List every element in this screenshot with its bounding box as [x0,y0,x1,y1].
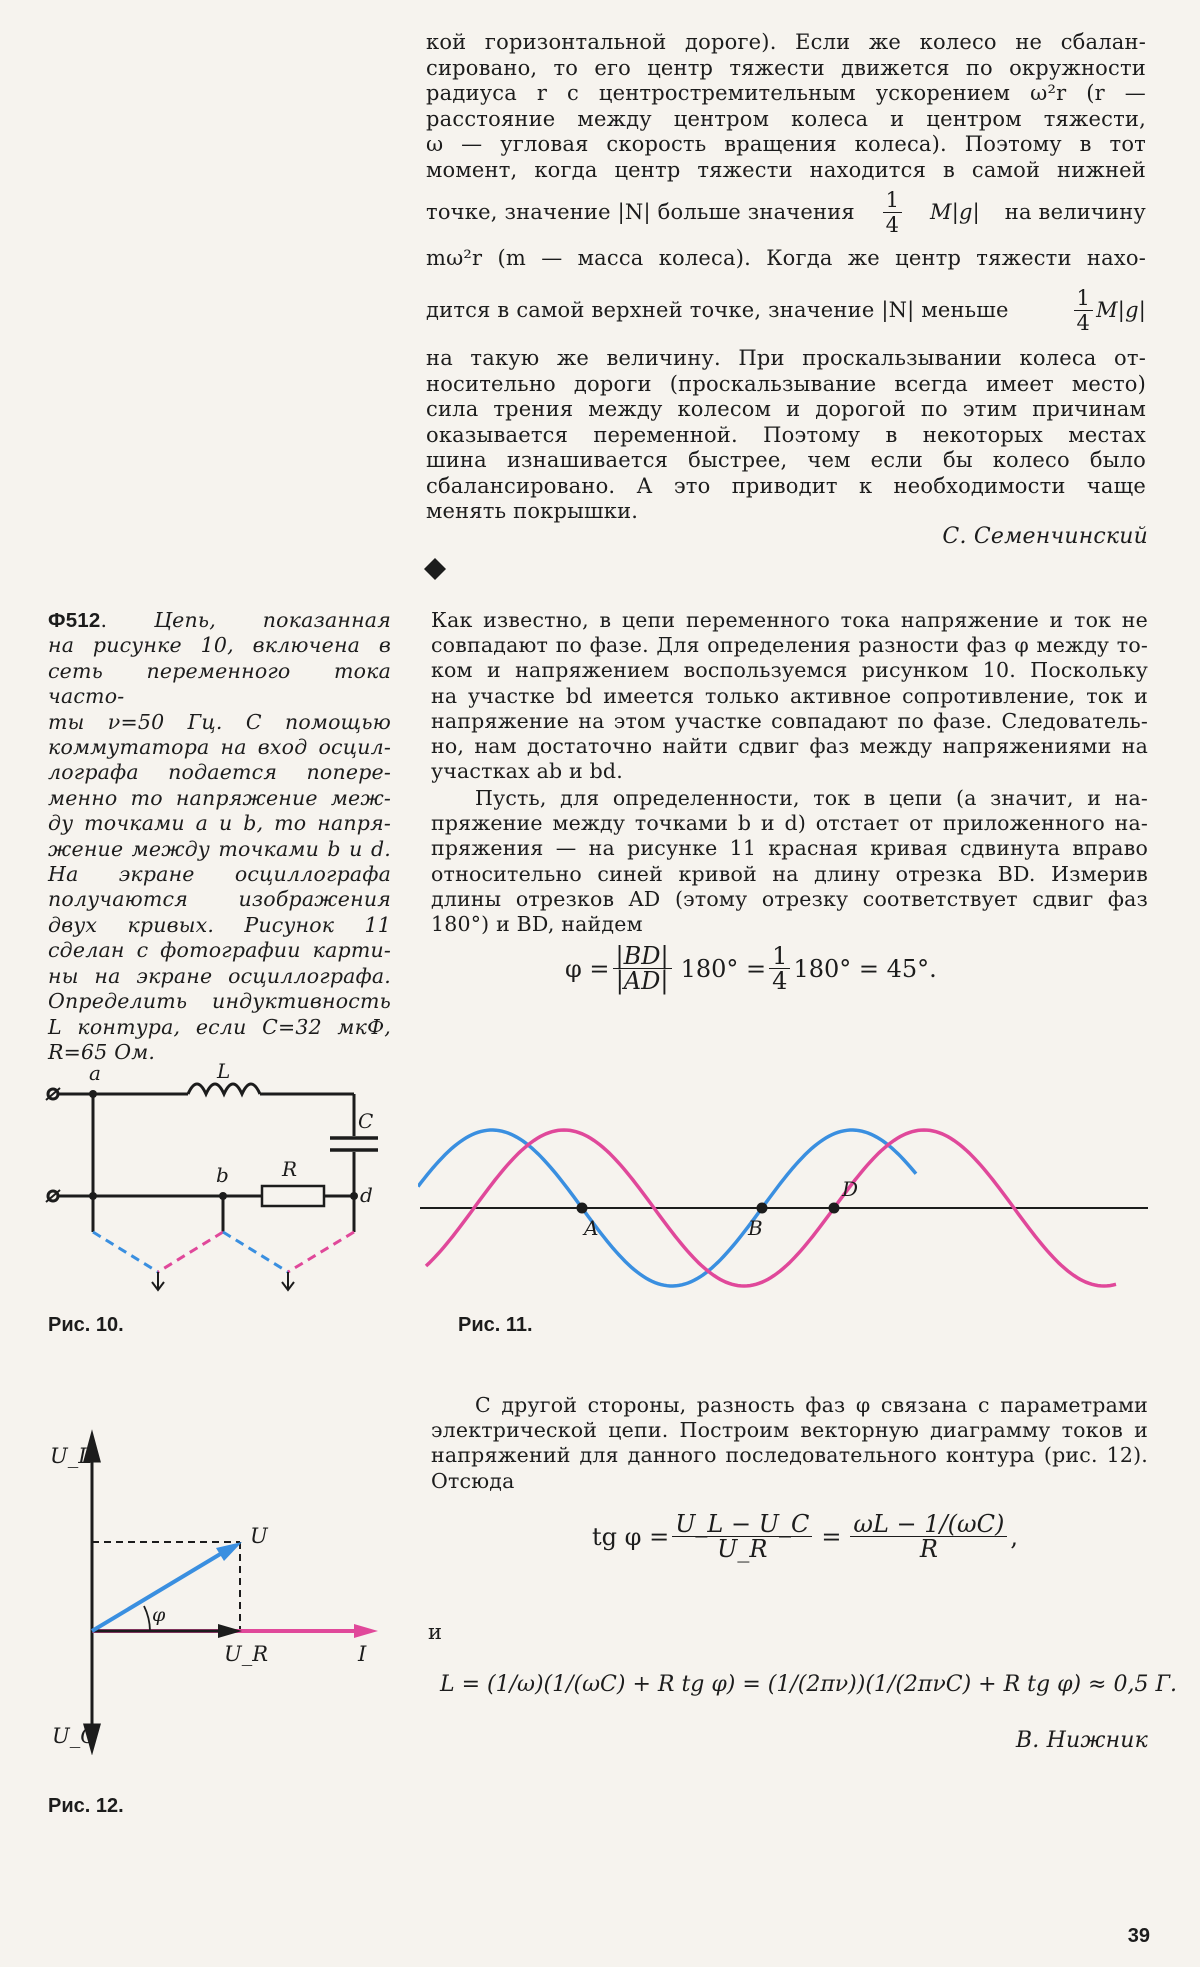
fraction [1074,286,1094,335]
figure-11-oscillogram [418,1090,1158,1320]
text-line [426,246,1146,272]
text-line: кой горизонтальной дороге). Если же колесо не сбалан- [426,30,1146,54]
text-line: длины отрезков AD (этому отрезку соответствует сдвиг фаз [431,886,1148,911]
label-U_L: U_L [50,1444,93,1468]
text-line: жение между точками b и d. [48,836,391,861]
top-paragraph-end [426,346,1146,525]
text-line: шина изнашивается быстрее, чем если бы колесо было [426,448,1146,472]
figure-10-caption: Рис. 10. [48,1314,124,1336]
label-b: b [216,1163,229,1187]
text-line: сила трения между колесом и дорогой по этим причинам [426,397,1146,421]
fraction-denominator: 4 [772,967,788,995]
node-dot [89,1192,97,1200]
text-line: сделан с фотографии карти- [48,938,391,963]
solution-paragraph-3 [431,1393,1148,1494]
text-fragment: точке, значение |N| больше значения [426,199,855,224]
text-line: коммутатора на вход осцил- [48,735,391,760]
probe-line-blue [93,1232,158,1272]
text-line: сировано, то его центр тяжести движется по окружности [426,55,1146,80]
solution-paragraph-2 [431,786,1148,937]
text-line: электрической цепи. Построим векторную диаграмму токов и [431,1418,1148,1443]
text-fragment: M|g| [930,199,980,224]
diamond-icon [424,558,446,580]
text-line: сбалансировано. А это приводит к необходимости чаще [426,473,1146,498]
text-line: L контура, если C=32 мкФ, [48,1014,391,1039]
text-line: пряжения — на рисунке 11 красная кривая сдвинута вправо [431,836,1148,861]
fraction-denominator: |AD| [615,967,669,995]
figure-11-caption: Рис. 11. [458,1314,533,1336]
text-fragment: M|g| [1096,297,1146,322]
text-line: относительно синей кривой на длину отрезка BD. Измерив [431,861,1148,886]
fraction-denominator: U_R [717,1535,768,1563]
arrow-icon [216,1542,242,1561]
text-line: получаются изображения [48,887,391,912]
formula-part: 180° = 45°. [793,954,937,983]
figure-12-caption: Рис. 12. [48,1795,124,1817]
point-B [757,1203,768,1214]
text-line: на такую же величину. При проскальзывании колеса от- [426,346,1146,370]
node-dot [219,1192,227,1200]
text-line: момент, когда центр тяжести находится в самой нижней [426,157,1146,182]
problem-first-line: Ф512. Цепь, показанная [48,608,391,632]
phi-formula [565,944,937,993]
fraction-denominator: R [919,1535,938,1563]
text-line: расстояние между центром колеса и центром тяжести, [426,106,1146,131]
formula-part: , [1010,1522,1018,1551]
text-line: Отсюда [431,1468,515,1493]
label-A: A [584,1216,599,1240]
arrow-right-icon [354,1624,378,1638]
text-line: пряжение между точками b и d) отстает от приложенного на- [431,811,1148,836]
fraction-numerator: 1 [883,188,903,213]
label-L: L [217,1059,231,1083]
text-line: сеть переменного тока часто- [48,658,391,709]
arrow-right-icon [218,1624,242,1638]
text-line: оказывается переменной. Поэтому в некоторых местах [426,422,1146,447]
fraction-numerator: ωL − 1/(ωC) [850,1512,1007,1537]
text-line: 180°) и BD, найдем [431,912,643,937]
text-line: менять покрышки. [426,499,639,523]
text-line: С другой стороны, разность фаз φ связана с параметрами [475,1393,1148,1417]
text-line: напряжение на этом участке совпадают по фазе. Следователь- [431,708,1148,733]
text-line: R=65 Ом. [48,1039,156,1064]
text-line: на рисунке 10, включена в [48,633,391,658]
text-line: На экране осциллографа [48,862,391,887]
label-U_R: U_R [224,1642,269,1666]
label-R: R [282,1157,298,1181]
author-signature: В. Нижник [1015,1728,1148,1753]
node-dot [350,1192,358,1200]
L-formula: L = (1/ω)(1/(ωC) + R tg φ) = (1/(2πν))(1/(2πνC) + R tg φ) ≈ 0,5 Г. [440,1672,1178,1697]
text-fragment: на величину [1004,199,1146,224]
formula-part: 180° = [680,954,767,983]
text-line-mw: mω²r (m — масса колеса). Когда же центр тяжести нахо- [426,246,1146,270]
label-D: D [842,1177,859,1201]
formula-part: = [821,1522,842,1551]
formula-part: φ = [565,954,610,983]
fraction-numerator: U_L − U_C [672,1512,812,1537]
label-U_C: U_C [52,1724,97,1748]
text-fragment: дится в самой верхней точке, значение |N| меньше [426,297,1009,322]
text-line: но, нам достаточно найти сдвиг фаз между напряжениями на [431,734,1148,759]
text-line: носительно дороги (проскальзывание всегда имеет место) [426,371,1146,396]
label-I: I [358,1642,367,1666]
fraction [672,1512,812,1561]
resistor-R [262,1186,324,1206]
fraction-numerator: 1 [769,944,790,969]
text-line: двух кривых. Рисунок 11 [48,912,391,937]
probe-line-red [158,1232,223,1272]
page-number: 39 [1127,1925,1150,1947]
problem-statement [48,608,391,1065]
point-A [577,1203,588,1214]
figure-12-vector-diagram [40,1425,390,1755]
diamond-separator [424,558,446,580]
angle-arc [144,1606,150,1631]
label-U: U [250,1524,268,1548]
text-line: напряжений для данного последовательного контура (рис. 12). [431,1443,1148,1468]
text-line: менно то напряжение меж- [48,785,391,810]
fraction-numerator: 1 [1074,286,1094,311]
label-a: a [89,1061,101,1085]
fraction [769,944,790,993]
fraction-numerator: |BD| [613,944,672,969]
text-line: радиуса r с центростремительным ускорением ω²r (r — [426,81,1146,105]
text-line: ны на экране осциллографа. [48,963,391,988]
author-signature: С. Семенчинский [942,524,1148,549]
text-line: лографа подается попере- [48,760,391,785]
solution-paragraph-1 [431,608,1148,784]
tg-formula [592,1512,1018,1561]
problem-number: Ф512 [48,609,101,632]
label-d: d [360,1183,373,1207]
node-dot [89,1090,97,1098]
text-line: ты ν=50 Гц. С помощью [48,709,391,734]
inductor-L [188,1084,260,1094]
text-line: ду точками a и b, то напря- [48,811,391,836]
text-line: Как известно, в цепи переменного тока напряжение и ток не [431,608,1148,632]
label-B: B [748,1216,763,1240]
fraction-denominator: 4 [885,213,900,237]
fraction [850,1512,1007,1561]
text-line: Пусть, для определенности, ток в цепи (а значит, и на- [475,786,1148,810]
label-C: C [358,1109,374,1133]
text-line: ω — угловая скорость вращения колеса). Поэтому в тот [426,132,1146,156]
label-phi: φ [152,1604,166,1626]
probe-line-red [288,1232,354,1272]
text-line: на участке bd имеется только активное сопротивление, ток и [431,683,1148,708]
text-line: Цепь, показанная [154,608,391,632]
text-line: участках ab и bd. [431,759,623,784]
formula-line-2 [426,286,1146,335]
formula-line-1 [426,188,1146,237]
conjunction-and: и [428,1620,443,1644]
text-line: Определить индуктивность [48,989,391,1014]
top-paragraph [426,30,1146,183]
fraction [883,188,903,237]
text-line: ком и напряжением воспользуемся рисунком 10. Поскольку [431,658,1148,683]
point-D [829,1203,840,1214]
probe-line-blue [223,1232,288,1272]
text-line: совпадают по фазе. Для определения разности фаз φ между то- [431,633,1148,658]
fraction-denominator: 4 [1076,311,1091,335]
formula-part: tg φ = [592,1522,670,1551]
fraction [613,944,672,993]
figure-10-circuit [40,1052,390,1292]
